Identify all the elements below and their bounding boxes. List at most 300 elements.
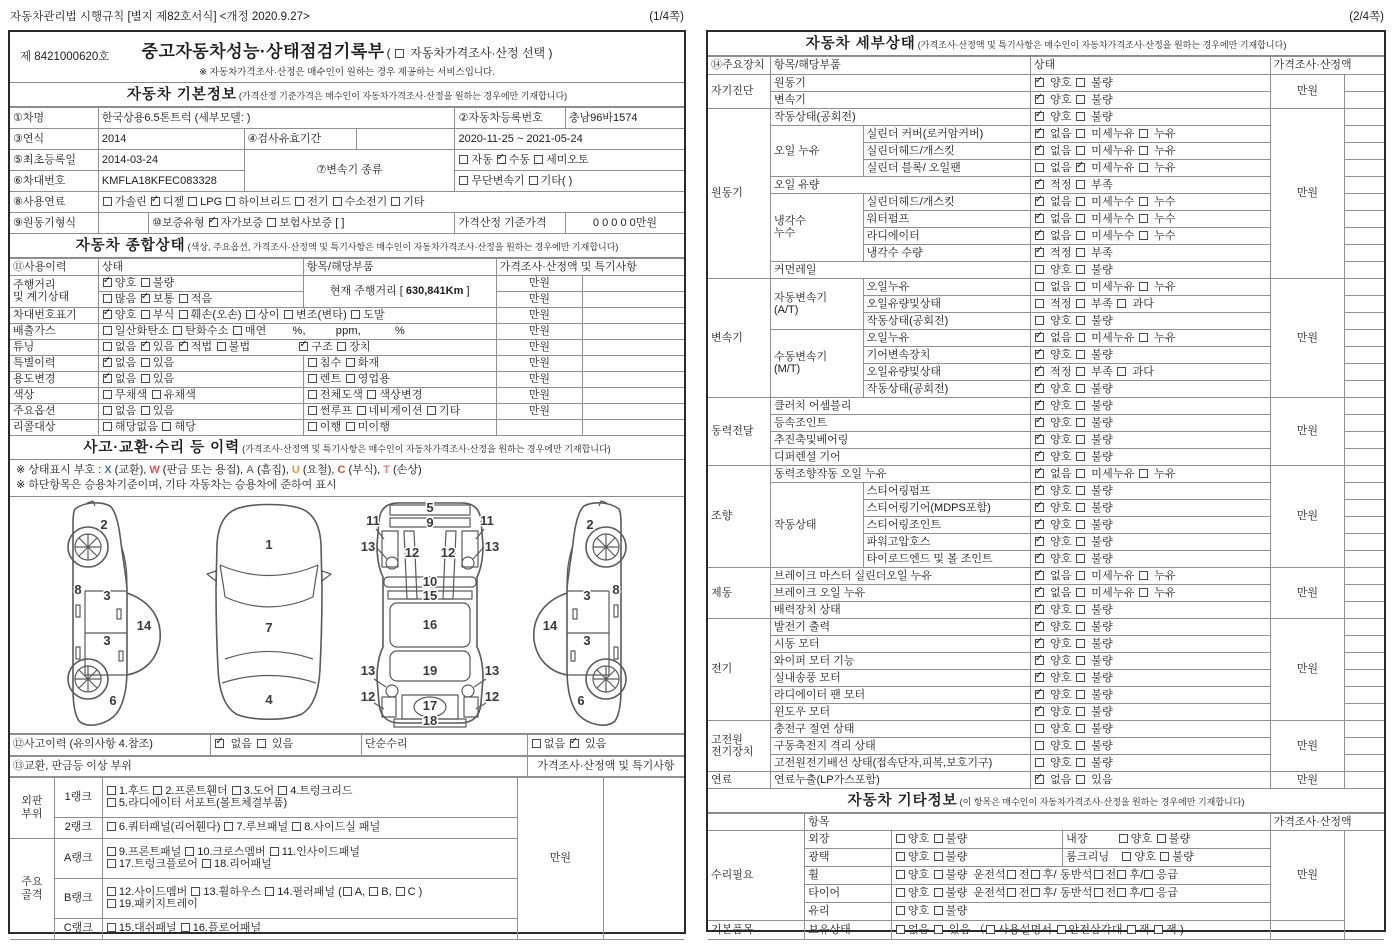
status-cell: ✓ 없음 미세누수 누수: [1030, 210, 1270, 227]
checkbox-checked[interactable]: [1035, 367, 1044, 376]
checkbox-unchecked[interactable]: [1076, 231, 1085, 240]
checkbox-unchecked[interactable]: [103, 197, 112, 206]
panel-rank-table-host: [10, 777, 684, 940]
status-cell: ✓ 없음 미세누유 누유: [1030, 329, 1270, 346]
checkbox-unchecked[interactable]: [1031, 870, 1040, 879]
checkbox-checked[interactable]: [103, 310, 112, 319]
other-info-table: [708, 813, 1384, 940]
checkbox-unchecked[interactable]: [896, 925, 905, 934]
checkbox-unchecked[interactable]: [1076, 605, 1085, 614]
checkbox-checked[interactable]: [1035, 248, 1044, 257]
checkbox-checked[interactable]: [103, 358, 112, 367]
checkbox-unchecked[interactable]: [1076, 571, 1085, 580]
checkbox-checked[interactable]: [151, 197, 160, 206]
checkbox-checked[interactable]: [1035, 775, 1044, 784]
checkbox-unchecked[interactable]: [1139, 129, 1148, 138]
checkbox-unchecked[interactable]: [1139, 282, 1148, 291]
checkbox-unchecked[interactable]: [1154, 925, 1163, 934]
checkbox-unchecked[interactable]: [233, 326, 242, 335]
checkbox-unchecked[interactable]: [1076, 486, 1085, 495]
status-cell: 작동상태(공회전): [863, 380, 1030, 397]
checkbox-checked[interactable]: [1035, 180, 1044, 189]
checkbox-unchecked[interactable]: [179, 294, 188, 303]
status-cell: 양호 불량: [891, 830, 1062, 848]
row-label: ⑧사용연료: [10, 191, 98, 212]
checkbox-unchecked[interactable]: [1076, 367, 1085, 376]
checkbox-checked[interactable]: [1035, 197, 1044, 206]
checkbox-unchecked[interactable]: [265, 887, 274, 896]
row-label: 배출가스: [10, 323, 98, 339]
checkbox-unchecked[interactable]: [217, 342, 226, 351]
checkbox-unchecked[interactable]: [1139, 146, 1148, 155]
checkbox-unchecked[interactable]: [343, 887, 352, 896]
checkbox-unchecked[interactable]: [1076, 214, 1085, 223]
table-cell: [583, 403, 684, 419]
checkbox-unchecked[interactable]: [191, 887, 200, 896]
checkbox-unchecked[interactable]: [367, 390, 376, 399]
status-cell: 휠: [805, 866, 892, 884]
status-cell: 없음 ✓ 미세누유 누유: [1030, 159, 1270, 176]
checkbox-unchecked[interactable]: [333, 197, 342, 206]
checkbox-unchecked[interactable]: [1139, 571, 1148, 580]
checkbox-checked[interactable]: [1035, 418, 1044, 427]
page-1-header: [8, 4, 686, 30]
checkbox-unchecked[interactable]: [284, 310, 293, 319]
checkbox-unchecked[interactable]: [1119, 834, 1128, 843]
status-code-letter: C: [337, 463, 346, 476]
checkbox-checked[interactable]: [1035, 214, 1044, 223]
checkbox-unchecked[interactable]: [1139, 214, 1148, 223]
status-cell: ✓ 양호 불량: [1030, 397, 1270, 414]
status-cell: 오일누유: [863, 329, 1030, 346]
checkbox-unchecked[interactable]: [103, 294, 112, 303]
checkbox-checked[interactable]: [1035, 537, 1044, 546]
checkbox-unchecked[interactable]: [1076, 758, 1085, 767]
spacer: [1088, 841, 1118, 842]
status-cell: 오일 유량: [770, 176, 1030, 193]
checkbox-unchecked[interactable]: [1160, 852, 1169, 861]
checkbox-unchecked[interactable]: [107, 798, 116, 807]
checkbox-unchecked[interactable]: [308, 422, 317, 431]
checkbox-unchecked[interactable]: [181, 923, 190, 932]
checkbox-unchecked[interactable]: [179, 310, 188, 319]
price-cell: 만원: [1270, 720, 1345, 771]
checkbox-unchecked[interactable]: [1035, 758, 1044, 767]
price-cell: 만원: [496, 275, 582, 291]
checkbox-unchecked[interactable]: [1139, 469, 1148, 478]
checkbox-unchecked[interactable]: [1076, 180, 1085, 189]
checkbox-unchecked[interactable]: [1076, 537, 1085, 546]
checkbox-unchecked[interactable]: [459, 176, 468, 185]
checkbox-unchecked[interactable]: [1076, 622, 1085, 631]
status-cell: 클러치 어셈블리: [770, 397, 1030, 414]
checkbox-checked[interactable]: [179, 342, 188, 351]
checkbox-unchecked[interactable]: [103, 342, 112, 351]
checkbox-unchecked[interactable]: [141, 310, 150, 319]
car-side-right-diagram: [517, 499, 667, 731]
checkbox-unchecked[interactable]: [257, 739, 266, 748]
section-basic-info-title: 자동차 기본정보: [126, 87, 237, 103]
checkbox-unchecked[interactable]: [346, 374, 355, 383]
part-number-label: 7: [264, 619, 273, 635]
checkbox-unchecked[interactable]: [391, 197, 400, 206]
checkbox-unchecked[interactable]: [1076, 673, 1085, 682]
checkbox-checked[interactable]: [1035, 95, 1044, 104]
value-cell: ⑦변속기 종류: [244, 149, 455, 191]
checkbox-checked[interactable]: [1035, 231, 1044, 240]
checkbox-checked[interactable]: [1076, 163, 1085, 172]
checkbox-unchecked[interactable]: [292, 822, 301, 831]
checkbox-unchecked[interactable]: [267, 218, 276, 227]
checkbox-unchecked[interactable]: [107, 899, 116, 908]
checkbox-unchecked[interactable]: [534, 155, 543, 164]
part-number-label: 5: [426, 499, 435, 515]
checkbox-unchecked[interactable]: [934, 834, 943, 843]
checkbox-unchecked[interactable]: [1035, 724, 1044, 733]
checkbox-unchecked[interactable]: [896, 870, 905, 879]
checkbox-unchecked[interactable]: [141, 358, 150, 367]
checkbox-unchecked[interactable]: [1057, 925, 1066, 934]
part-number-label: 12: [361, 688, 376, 704]
value-cell: 외판 부위: [10, 777, 54, 838]
section-overall-status-note: (색상, 주요옵션, 가격조사·산정액 및 특기사항은 매수인이 자동차가격조사·산정을 원하는 경우에만 기재합니다): [187, 241, 619, 252]
checkbox-unchecked[interactable]: [934, 906, 943, 915]
price-cell: 만원: [1270, 108, 1345, 278]
checkbox-unchecked[interactable]: [1076, 78, 1085, 87]
status-cell: 와이퍼 모터 기능: [770, 652, 1030, 669]
status-cell: 전체도색 색상변경: [303, 387, 496, 403]
table-cell: [1345, 227, 1384, 244]
detail-status-table: [708, 56, 1384, 789]
checkbox-unchecked[interactable]: [278, 786, 287, 795]
price-cell: 만원: [1270, 397, 1345, 465]
checkbox-unchecked[interactable]: [1076, 265, 1085, 274]
checkbox-checked[interactable]: [1035, 690, 1044, 699]
checkbox-unchecked[interactable]: [1139, 231, 1148, 240]
checkbox-unchecked[interactable]: [202, 859, 211, 868]
checkbox-unchecked[interactable]: [107, 786, 116, 795]
part-number-label: 8: [612, 581, 620, 597]
part-number-label: 17: [423, 697, 438, 713]
row-label: 리콜대상: [10, 419, 98, 435]
spacer: [250, 349, 298, 350]
checkbox-checked[interactable]: [1035, 469, 1044, 478]
checkbox-unchecked[interactable]: [188, 197, 197, 206]
checkbox-unchecked[interactable]: [1117, 888, 1126, 897]
value-cell: A랭크: [54, 838, 102, 878]
checkbox-unchecked[interactable]: [1076, 146, 1085, 155]
checkbox-unchecked[interactable]: [1076, 452, 1085, 461]
checkbox-unchecked[interactable]: [1076, 299, 1085, 308]
status-cell: 없음 ✓ 있음: [527, 734, 684, 755]
status-cell: 수동변속기 (M/T): [770, 329, 863, 397]
spacer: [967, 895, 973, 896]
checkbox-unchecked[interactable]: [1007, 870, 1016, 879]
checkbox-unchecked[interactable]: [1076, 690, 1085, 699]
checkbox-checked[interactable]: [1035, 656, 1044, 665]
checkbox-unchecked[interactable]: [1035, 163, 1044, 172]
checkbox-unchecked[interactable]: [1076, 282, 1085, 291]
checkbox-checked[interactable]: [103, 374, 112, 383]
checkbox-unchecked[interactable]: [395, 49, 404, 58]
row-label: 상태: [98, 258, 303, 275]
checkbox-unchecked[interactable]: [427, 406, 436, 415]
checkbox-unchecked[interactable]: [226, 197, 235, 206]
checkbox-unchecked[interactable]: [934, 870, 943, 879]
checkbox-checked[interactable]: [1035, 503, 1044, 512]
checkbox-unchecked[interactable]: [308, 358, 317, 367]
checkbox-unchecked[interactable]: [1076, 384, 1085, 393]
checkbox-unchecked[interactable]: [1076, 741, 1085, 750]
checkbox-unchecked[interactable]: [103, 406, 112, 415]
status-cell: 시동 모터: [770, 635, 1030, 652]
checkbox-unchecked[interactable]: [1117, 367, 1126, 376]
checkbox-unchecked[interactable]: [1035, 741, 1044, 750]
checkbox-unchecked[interactable]: [1144, 870, 1153, 879]
other-info-table-host: [708, 813, 1384, 940]
status-cell: 자동변속기 (A/T): [770, 278, 863, 329]
checkbox-unchecked[interactable]: [162, 422, 171, 431]
checkbox-checked[interactable]: [1035, 707, 1044, 716]
status-cell: ✓ 양호 부식 훼손(오손) 상이 변조(변타) 도말: [98, 307, 496, 323]
checkbox-unchecked[interactable]: [459, 155, 468, 164]
table-cell: [583, 355, 684, 371]
table-cell: [1345, 703, 1384, 720]
row-label: ②자동차등록번호: [455, 107, 565, 128]
checkbox-checked[interactable]: [1035, 639, 1044, 648]
status-cell: 충남96바1574: [565, 107, 684, 128]
checkbox-unchecked[interactable]: [224, 822, 233, 831]
checkbox-unchecked[interactable]: [152, 390, 161, 399]
checkbox-checked[interactable]: [1035, 571, 1044, 580]
checkbox-unchecked[interactable]: [896, 888, 905, 897]
checkbox-unchecked[interactable]: [1076, 129, 1085, 138]
checkbox-unchecked[interactable]: [532, 739, 541, 748]
checkbox-unchecked[interactable]: [107, 923, 116, 932]
checkbox-unchecked[interactable]: [1076, 401, 1085, 410]
table-cell: [583, 291, 684, 307]
checkbox-unchecked[interactable]: [1076, 112, 1085, 121]
status-cell: 렌트 영업용: [303, 371, 496, 387]
checkbox-unchecked[interactable]: [1076, 724, 1085, 733]
checkbox-checked[interactable]: [1035, 622, 1044, 631]
checkbox-unchecked[interactable]: [1139, 333, 1148, 342]
status-cell: 스티어링펌프: [863, 482, 1030, 499]
checkbox-checked[interactable]: [1035, 520, 1044, 529]
checkbox-checked[interactable]: [1035, 673, 1044, 682]
checkbox-checked[interactable]: [1035, 146, 1044, 155]
checkbox-unchecked[interactable]: [1035, 299, 1044, 308]
checkbox-unchecked[interactable]: [270, 847, 279, 856]
status-code-letter: W: [149, 463, 160, 476]
row-label: 색상: [10, 387, 98, 403]
status-cell: 15.대쉬패널 16.플로어패널: [102, 918, 517, 939]
table-cell: [1345, 652, 1384, 669]
checkbox-unchecked[interactable]: [1157, 834, 1166, 843]
checkbox-unchecked[interactable]: [295, 197, 304, 206]
checkbox-unchecked[interactable]: [1117, 870, 1126, 879]
checkbox-unchecked[interactable]: [308, 390, 317, 399]
part-number-label: 14: [542, 617, 558, 633]
status-cell: 한국상용6.5톤트럭 (세부모델: ): [98, 107, 455, 128]
checkbox-unchecked[interactable]: [986, 925, 995, 934]
checkbox-unchecked[interactable]: [1117, 299, 1126, 308]
price-cell: 만원: [1270, 278, 1345, 397]
row-label: 변속기: [708, 278, 770, 397]
spacer: [967, 877, 973, 878]
status-cell: ✓ 없음 미세누유 누유: [1030, 125, 1270, 142]
checkbox-unchecked[interactable]: [1076, 656, 1085, 665]
checkbox-checked[interactable]: [1035, 78, 1044, 87]
checkbox-unchecked[interactable]: [103, 326, 112, 335]
part-number-label: 2: [100, 516, 108, 532]
checkbox-unchecked[interactable]: [346, 422, 355, 431]
checkbox-checked[interactable]: [1035, 435, 1044, 444]
checkbox-unchecked[interactable]: [1076, 707, 1085, 716]
table-cell: [1345, 618, 1384, 635]
checkbox-unchecked[interactable]: [1076, 469, 1085, 478]
status-cell: 많음 ✓보통 적음: [98, 291, 303, 307]
row-label: ⑪사용이력: [10, 258, 98, 275]
checkbox-unchecked[interactable]: [173, 326, 182, 335]
checkbox-checked[interactable]: [1035, 350, 1044, 359]
checkbox-unchecked[interactable]: [1076, 95, 1085, 104]
checkbox-unchecked[interactable]: [896, 906, 905, 915]
checkbox-unchecked[interactable]: [396, 887, 405, 896]
checkbox-checked[interactable]: [141, 294, 150, 303]
checkbox-unchecked[interactable]: [141, 374, 150, 383]
checkbox-unchecked[interactable]: [103, 422, 112, 431]
checkbox-unchecked[interactable]: [1035, 282, 1044, 291]
checkbox-unchecked[interactable]: [529, 176, 538, 185]
checkbox-unchecked[interactable]: [1035, 265, 1044, 274]
status-cell: 브레이크 오일 누유: [770, 584, 1030, 601]
checkbox-unchecked[interactable]: [1076, 639, 1085, 648]
checkbox-unchecked[interactable]: [1076, 248, 1085, 257]
row-label: 특별이력: [10, 355, 98, 371]
checkbox-unchecked[interactable]: [1139, 197, 1148, 206]
checkbox-checked[interactable]: [570, 739, 579, 748]
checkbox-unchecked[interactable]: [1094, 870, 1103, 879]
checkbox-unchecked[interactable]: [1076, 418, 1085, 427]
checkbox-checked[interactable]: [1035, 554, 1044, 563]
part-number-label: 13: [361, 662, 376, 678]
table-cell: [1345, 771, 1384, 788]
checkbox-checked[interactable]: [209, 218, 218, 227]
checkbox-unchecked[interactable]: [107, 887, 116, 896]
checkbox-unchecked[interactable]: [107, 822, 116, 831]
checkbox-unchecked[interactable]: [107, 847, 116, 856]
checkbox-checked[interactable]: [215, 739, 224, 748]
row-label: 연료: [708, 771, 770, 788]
checkbox-checked[interactable]: [103, 278, 112, 287]
price-survey-option: ( 자동차가격조사·산정 선택 ): [386, 46, 553, 60]
checkbox-unchecked[interactable]: [232, 786, 241, 795]
part-number-label: 13: [361, 538, 376, 554]
checkbox-unchecked[interactable]: [1076, 333, 1085, 342]
checkbox-unchecked[interactable]: [1076, 588, 1085, 597]
checkbox-checked[interactable]: [1035, 486, 1044, 495]
checkbox-unchecked[interactable]: [246, 310, 255, 319]
status-cell: ✓ 없음 미세누수 누수: [1030, 227, 1270, 244]
checkbox-unchecked[interactable]: [369, 887, 378, 896]
checkbox-unchecked[interactable]: [1139, 163, 1148, 172]
checkbox-unchecked[interactable]: [1035, 316, 1044, 325]
checkbox-checked[interactable]: [497, 155, 506, 164]
checkbox-checked[interactable]: [1035, 605, 1044, 614]
table-cell: [1345, 465, 1384, 482]
checkbox-unchecked[interactable]: [1076, 197, 1085, 206]
checkbox-checked[interactable]: [1035, 333, 1044, 342]
checkbox-unchecked[interactable]: [107, 859, 116, 868]
status-cell: ✓ 없음 있음: [211, 734, 362, 755]
checkbox-unchecked[interactable]: [1076, 554, 1085, 563]
checkbox-unchecked[interactable]: [308, 374, 317, 383]
checkbox-unchecked[interactable]: [896, 834, 905, 843]
checkbox-unchecked[interactable]: [141, 406, 150, 415]
checkbox-unchecked[interactable]: [103, 390, 112, 399]
status-cell: 구동축전지 격리 상태: [770, 737, 1030, 754]
checkbox-unchecked[interactable]: [337, 342, 346, 351]
checkbox-unchecked[interactable]: [1076, 520, 1085, 529]
status-cell: 해당없음 해당: [98, 419, 303, 435]
checkbox-unchecked[interactable]: [141, 278, 150, 287]
checkbox-unchecked[interactable]: [357, 406, 366, 415]
checkbox-unchecked[interactable]: [1139, 588, 1148, 597]
checkbox-unchecked[interactable]: [896, 852, 905, 861]
checkbox-checked[interactable]: [1035, 452, 1044, 461]
checkbox-checked[interactable]: [141, 342, 150, 351]
checkbox-checked[interactable]: [1035, 129, 1044, 138]
checkbox-unchecked[interactable]: [346, 358, 355, 367]
checkbox-unchecked[interactable]: [1127, 925, 1136, 934]
checkbox-unchecked[interactable]: [1076, 775, 1085, 784]
checkbox-unchecked[interactable]: [934, 925, 943, 934]
table-cell: [1345, 550, 1384, 567]
status-cell: 스티어링조인트: [863, 516, 1030, 533]
checkbox-checked[interactable]: [1035, 384, 1044, 393]
checkbox-unchecked[interactable]: [1122, 852, 1131, 861]
checkbox-unchecked[interactable]: [1144, 888, 1153, 897]
checkbox-checked[interactable]: [1035, 588, 1044, 597]
checkbox-checked[interactable]: [1035, 401, 1044, 410]
checkbox-unchecked[interactable]: [1076, 503, 1085, 512]
row-label: 가격조사·산정액: [1270, 56, 1384, 74]
checkbox-unchecked[interactable]: [1076, 316, 1085, 325]
status-cell: 실린더 커버(로커암커버): [863, 125, 1030, 142]
status-cell: ✓ 양호 불량: [1030, 448, 1270, 465]
checkbox-unchecked[interactable]: [185, 847, 194, 856]
checkbox-unchecked[interactable]: [1031, 888, 1040, 897]
checkbox-unchecked[interactable]: [308, 406, 317, 415]
checkbox-unchecked[interactable]: [1076, 350, 1085, 359]
status-cell: 이행 미이행: [303, 419, 496, 435]
checkbox-checked[interactable]: [1035, 112, 1044, 121]
checkbox-unchecked[interactable]: [1094, 888, 1103, 897]
basic-info-table: [10, 107, 684, 234]
status-cell: ✓ 양호 불량: [1030, 74, 1270, 91]
checkbox-unchecked[interactable]: [934, 852, 943, 861]
status-cell: 무단변속기 기타( ): [455, 170, 684, 191]
status-code-legend: [10, 460, 684, 497]
page-2-document: [706, 30, 1386, 936]
checkbox-unchecked[interactable]: [351, 310, 360, 319]
checkbox-unchecked[interactable]: [934, 888, 943, 897]
checkbox-unchecked[interactable]: [1007, 888, 1016, 897]
checkbox-unchecked[interactable]: [153, 786, 162, 795]
checkbox-unchecked[interactable]: [1076, 435, 1085, 444]
checkbox-checked[interactable]: [299, 342, 308, 351]
